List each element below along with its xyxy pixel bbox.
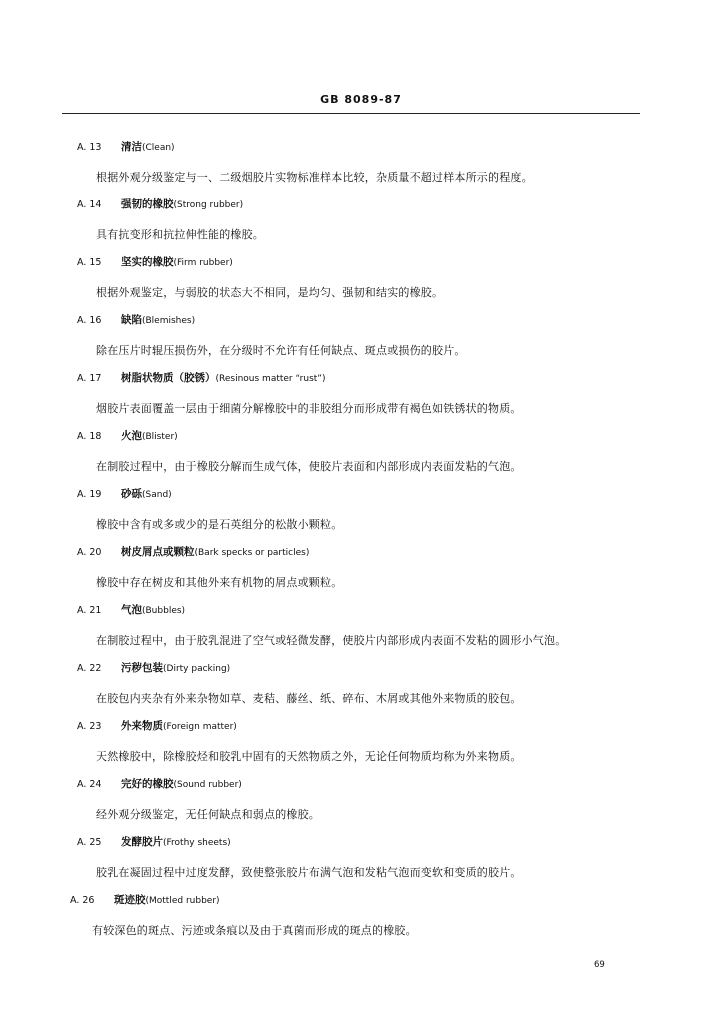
entry-code: A. 20 [77, 547, 102, 558]
entry-term: 完好的橡胶 [121, 778, 174, 790]
entry-definition: 具有抗变形和抗拉伸性能的橡胶。 [96, 228, 264, 241]
entry-term-en: (Mottled rubber) [145, 896, 220, 906]
entry-term: 缺陷 [121, 314, 142, 326]
entry-term: 坚实的橡胶 [121, 256, 174, 268]
entry-definition: 根据外观鉴定，与弱胶的状态大不相同，是均匀、强韧和结实的橡胶。 [96, 286, 444, 299]
entry-code: A. 15 [77, 257, 102, 268]
entry-term: 砂砾 [121, 488, 142, 500]
entry-definition: 天然橡胶中，除橡胶烃和胶乳中固有的天然物质之外，无论任何物质均称为外来物质。 [96, 750, 522, 763]
entry-code: A. 23 [77, 721, 102, 732]
entry-term-en: (Sand) [142, 490, 172, 500]
entry-definition: 橡胶中含有或多或少的是石英组分的松散小颗粒。 [96, 518, 343, 531]
entry-code: A. 21 [77, 605, 102, 616]
entry-term: 清洁 [121, 141, 142, 153]
entry-definition: 胶乳在凝固过程中过度发酵，致使整张胶片布满气泡和发粘气泡而变软和变质的胶片。 [96, 866, 522, 879]
entry-term-en: (Frothy sheets) [163, 838, 231, 848]
term-line [77, 834, 231, 849]
entry-code: A. 18 [77, 431, 102, 442]
term-line [77, 370, 325, 385]
entry-term: 斑迹胶 [114, 894, 146, 906]
term-line [77, 428, 178, 443]
entry-term-en: (Strong rubber) [173, 200, 244, 210]
entry-term: 树脂状物质（胶锈） [121, 372, 216, 384]
term-line [77, 254, 233, 269]
entry-definition: 烟胶片表面覆盖一层由于细菌分解橡胶中的非胶组分而形成带有褐色如铁锈状的物质。 [96, 402, 522, 415]
term-line [70, 892, 220, 907]
entry-term-en: (Bark specks or particles) [194, 548, 310, 558]
header-rule [62, 113, 640, 114]
entry-code: A. 14 [77, 199, 102, 210]
entry-term: 火泡 [121, 430, 142, 442]
entry-term: 外来物质 [121, 720, 163, 732]
term-line [77, 776, 242, 791]
entry-code: A. 13 [77, 142, 102, 153]
entry-term-en: (Foreign matter) [163, 722, 237, 732]
entry-definition: 根据外观分级鉴定与一、二级烟胶片实物标准样本比较，杂质量不超过样本所示的程度。 [96, 171, 533, 184]
standard-header: GB 8089-87 [320, 93, 402, 106]
entry-term: 强韧的橡胶 [121, 198, 174, 210]
entry-term-en: (Sound rubber) [173, 780, 242, 790]
entry-term-en: (Firm rubber) [173, 258, 233, 268]
entry-definition: 有较深色的斑点、污迹或条痕以及由于真菌而形成的斑点的橡胶。 [92, 924, 417, 937]
entry-definition: 橡胶中存在树皮和其他外来有机物的屑点或颗粒。 [96, 576, 343, 589]
term-line [77, 312, 195, 327]
term-line [77, 660, 230, 675]
entry-code: A. 24 [77, 779, 102, 790]
entry-term-en: (Blemishes) [142, 316, 196, 326]
entry-code: A. 19 [77, 489, 102, 500]
entry-term: 污秽包装 [121, 662, 163, 674]
entry-definition: 经外观分级鉴定，无任何缺点和弱点的橡胶。 [96, 808, 320, 821]
entry-term-en: (Blister) [142, 432, 178, 442]
entry-term-en: (Clean) [142, 143, 175, 153]
entry-code: A. 22 [77, 663, 102, 674]
entry-term: 发酵胶片 [121, 836, 163, 848]
term-line [77, 139, 175, 154]
entry-term: 树皮屑点或颗粒 [121, 546, 195, 558]
entry-term: 气泡 [121, 604, 142, 616]
term-line [77, 544, 309, 559]
entry-code: A. 16 [77, 315, 102, 326]
term-line [77, 718, 237, 733]
page-number: 69 [594, 960, 605, 970]
entry-definition: 在胶包内夹杂有外来杂物如草、麦秸、藤丝、纸、碎布、木屑或其他外来物质的胶包。 [96, 692, 522, 705]
entry-code: A. 26 [70, 895, 95, 906]
entry-term-en: (Bubbles) [142, 606, 186, 616]
entry-term-en: (Dirty packing) [163, 664, 231, 674]
entry-definition: 在制胶过程中，由于橡胶分解而生成气体，使胶片表面和内部形成内表面发粘的气泡。 [96, 460, 522, 473]
entry-code: A. 25 [77, 837, 102, 848]
term-line [77, 196, 243, 211]
entry-code: A. 17 [77, 373, 102, 384]
term-line [77, 602, 185, 617]
term-line [77, 486, 172, 501]
entry-definition: 在制胶过程中，由于胶乳混进了空气或轻微发酵，使胶片内部形成内表面不发粘的圆形小气泡。 [96, 634, 567, 647]
entry-term-en: (Resinous matter “rust”) [215, 374, 326, 384]
entry-definition: 除在压片时辊压损伤外，在分级时不允许有任何缺点、斑点或损伤的胶片。 [96, 344, 466, 357]
